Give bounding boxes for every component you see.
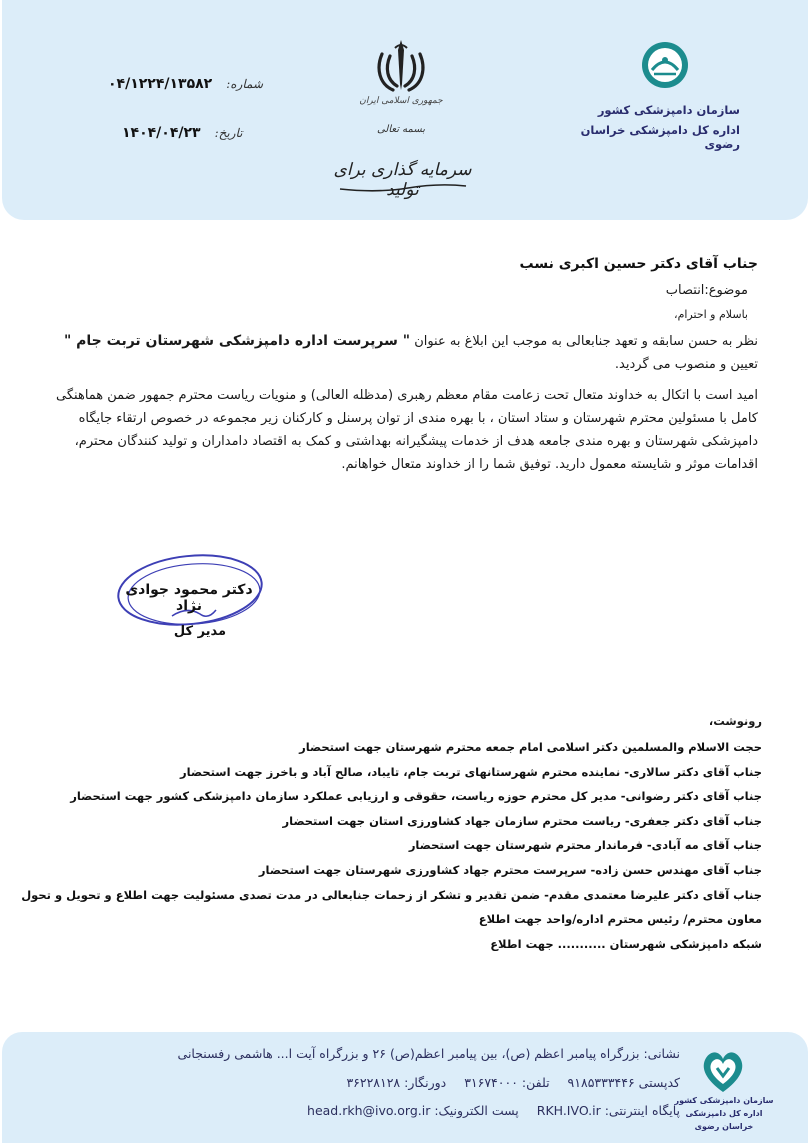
- recipient: جناب آقای دکتر حسین اکبری نسب: [519, 256, 758, 272]
- list-item: معاون محترم/ رئیس محترم اداره/واحد جهت اطلاع: [478, 912, 762, 927]
- list-item: جناب آقای دکتر رضوانی- مدیر کل محترم حوزه ریاست، حقوقی و ارزیابی عملکرد سازمان دامپزشکی کشور جهت استحضار: [70, 789, 762, 804]
- letter-date: [122, 125, 243, 141]
- letter-number: [108, 76, 263, 92]
- year-slogan: سرمایه گذاری برای تولید: [333, 160, 472, 200]
- subject: موضوع:انتصاب: [665, 283, 748, 298]
- paragraph-appointment-lead: نظر به حسن سابقه و تعهد جنابعالی به موجب این ابلاغ به عنوان: [414, 334, 758, 349]
- appointment-position: " سرپرست اداره دامپزشکی شهرستان تربت جام ": [63, 333, 411, 349]
- paragraph-wishes: امید است با اتکال به خداوند متعال تحت زعامت مقام معظم رهبری (مدظله العالی) و منویات ریاست محترم جمهور ضمن هماهنگی کامل با مسئولین محترم شهرستان و ستاد استان ، با بهره مندی از توان پرسنل و کارکنان زیر مجموعه در خصوص ارتقاء جایگاه دامپزشکی شهرستان و بهره مندی جامعه هدف از خدمات پیشگیرانه بهداشتی و کمک به اقتصاد دامداران و تولید کنندگان محترم، اقدامات موثر و شایسته معمول دارید. توفیق شما را از خداوند متعال خواهانم.: [56, 388, 758, 472]
- footer-website-link[interactable]: پایگاه اینترنتی: RKH.IVO.ir: [536, 1103, 680, 1118]
- bismillah: بسمه تعالی: [376, 124, 426, 135]
- letter-number-value: ۰۴/۱۲۲۴/۱۳۵۸۲: [108, 76, 213, 92]
- footer-logo-caption-line1: سازمان دامپزشکی کشور: [674, 1096, 774, 1105]
- org-department: اداره کل دامپزشکی خراسان رضوی: [580, 123, 740, 151]
- paragraph-appointment: [38, 330, 758, 376]
- list-item: شبکه دامپزشکی شهرستان ........... جهت اطلاع: [490, 936, 762, 951]
- list-item: حجت الاسلام والمسلمین دکتر اسلامی امام جمعه محترم شهرستان جهت استحضار: [299, 740, 762, 754]
- org-title: سازمان دامپزشکی کشور: [597, 103, 740, 117]
- letter-number-label: شماره:: [226, 77, 264, 91]
- footer-address: نشانی: بزرگراه پیامبر اعظم (ص)، بین پیامبر اعظم(ص) ۲۶ و بزرگراه آیت ا... هاشمی رفسنجانی: [177, 1046, 680, 1061]
- list-item: جناب آقای مهندس حسن زاده- سرپرست محترم جهاد کشاورزی شهرستان جهت استحضار: [258, 862, 762, 877]
- paragraph-appointment-tail: تعیین و منصوب می گردید.: [614, 357, 758, 372]
- signer-name: دکتر محمود جوادی نژاد: [125, 582, 253, 614]
- letter-date-label: تاریخ:: [214, 126, 243, 140]
- jihad-agriculture-logo-icon: [640, 40, 690, 90]
- footer-web: [307, 1103, 680, 1118]
- footer-fax: دورنگار: ۳۶۲۲۸۱۲۸: [346, 1075, 447, 1090]
- footer-logo-caption: [672, 1094, 776, 1133]
- letter-date-value: ۱۴۰۴/۰۴/۲۳: [122, 125, 201, 141]
- list-item: جناب آقای دکتر سالاری- نماینده محترم شهرستانهای تربت جام، تایباد، صالح آباد و باخرز جهت استحضار: [180, 764, 762, 779]
- footer-email-link[interactable]: پست الکترونیک: head.rkh@ivo.org.ir: [307, 1103, 519, 1118]
- republic-caption: جمهوری اسلامی ایران: [359, 96, 443, 106]
- footer-contacts: [346, 1075, 680, 1090]
- slogan-flourish-icon: [338, 183, 468, 193]
- footer-phone: تلفن: ۳۱۶۷۴۰۰۰: [464, 1075, 550, 1090]
- copies-heading: رونوشت،: [708, 714, 762, 728]
- list-item: جناب آقای دکتر علیرضا معتمدی مقدم- ضمن تقدیر و تشکر از زحمات جنابعالی در مدت تصدی مسئولیت جهت اطلاع و تحویل و تحول: [21, 887, 762, 902]
- iran-emblem-icon: [373, 36, 429, 96]
- signer-title: مدیر کل: [173, 624, 227, 639]
- list-item: جناب آقای مه آبادی- فرماندار محترم شهرستان جهت استحضار: [408, 838, 762, 853]
- list-item: جناب آقای دکتر جعفری- ریاست محترم سازمان جهاد کشاورزی استان جهت استحضار: [282, 813, 762, 828]
- footer-postal-code: کدپستی ۹۱۸۵۳۳۳۴۴۶: [567, 1075, 680, 1090]
- veterinary-organization-logo-icon: [698, 1046, 748, 1094]
- copies-list: [21, 735, 762, 956]
- footer-logo-caption-line2: اداره کل دامپزشکی خراسان رضوی: [685, 1109, 763, 1131]
- greeting: باسلام و احترام،: [674, 308, 748, 321]
